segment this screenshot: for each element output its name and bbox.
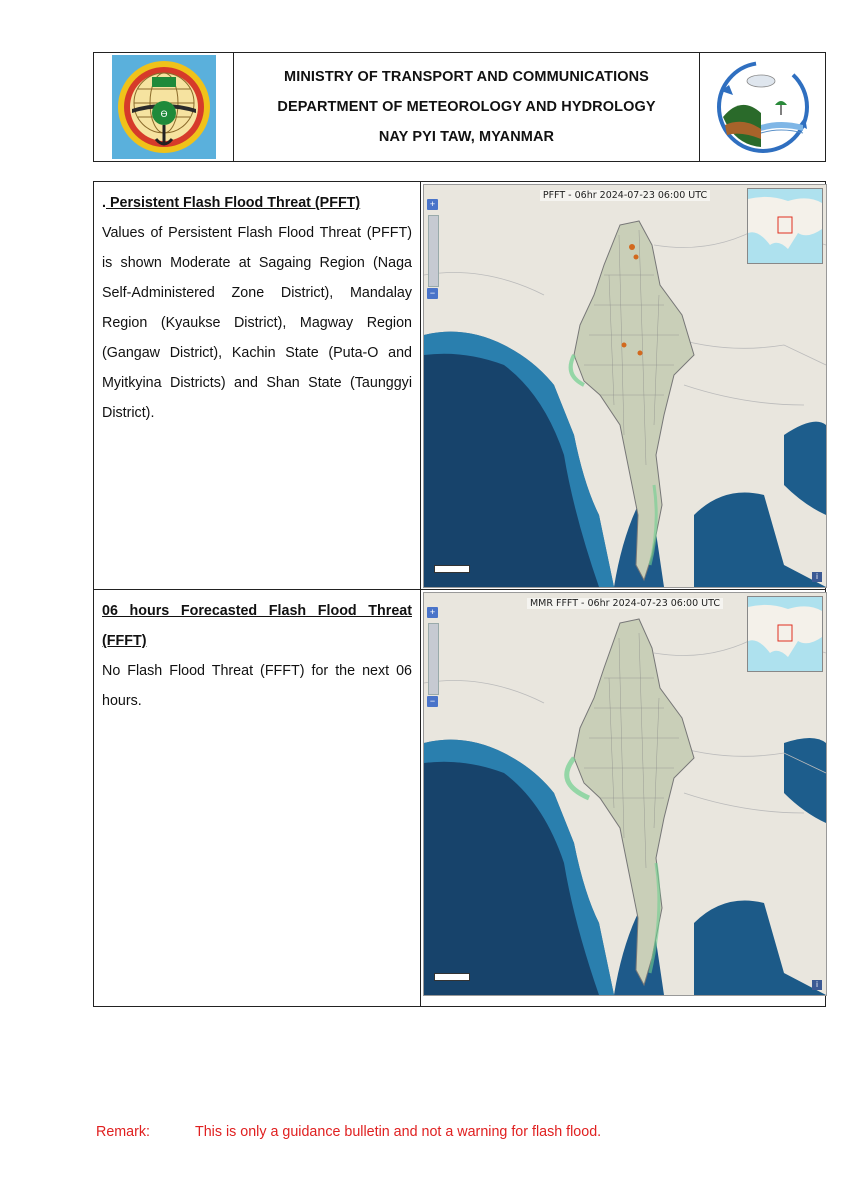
ffft-overview-graphic bbox=[748, 597, 822, 671]
pfft-title-text: Persistent Flash Flood Threat (PFFT) bbox=[105, 195, 361, 211]
ministry-logo-cell bbox=[94, 53, 234, 161]
ffft-row bbox=[94, 590, 825, 1006]
ffft-map[interactable] bbox=[423, 592, 827, 996]
hydrology-cycle-logo-icon bbox=[711, 55, 815, 159]
ffft-scale-bar bbox=[434, 973, 470, 981]
location-name: NAY PYI TAW, MYANMAR bbox=[378, 129, 555, 145]
pfft-zoom-slider[interactable] bbox=[428, 215, 439, 287]
bulletin-header bbox=[93, 52, 826, 162]
pfft-map-caption: PFFT - 06hr 2024-07-23 06:00 UTC bbox=[540, 190, 710, 201]
pfft-overview-graphic bbox=[748, 189, 822, 263]
ffft-overview-map[interactable] bbox=[747, 596, 823, 672]
pfft-row bbox=[94, 182, 825, 590]
ffft-map-caption: MMR FFFT - 06hr 2024-07-23 06:00 UTC bbox=[527, 598, 723, 609]
ffft-description: No Flash Flood Threat (FFFT) for the next 06 hours. bbox=[102, 663, 412, 709]
department-name: DEPARTMENT OF METEOROLOGY AND HYDROLOGY bbox=[277, 99, 656, 115]
ffft-text-cell bbox=[94, 590, 421, 1006]
pfft-description: Values of Persistent Flash Flood Threat (PFFT) is shown Moderate at Sagaing Region (Naga Self-Administered Zone District), Mandalay Region (Kyaukse District), Magway Region (Gangaw District), Kachin State (Puta-O and Myitkyina Districts) and Shan State (Taunggyi District). bbox=[102, 225, 412, 421]
pfft-map[interactable] bbox=[423, 184, 827, 588]
bulletin-table bbox=[93, 181, 826, 1007]
pfft-info-button[interactable]: i bbox=[812, 572, 822, 582]
svg-text:ϴ: ϴ bbox=[159, 110, 168, 120]
pfft-title-prefix: . bbox=[102, 195, 106, 211]
ffft-zoom-in-button[interactable]: + bbox=[427, 607, 438, 618]
hydrology-logo-cell bbox=[700, 53, 825, 161]
pfft-zoom-out-button[interactable]: − bbox=[427, 288, 438, 299]
remark-text: This is only a guidance bulletin and not a warning for flash flood. bbox=[195, 1124, 602, 1140]
pfft-zoom-in-button[interactable]: + bbox=[427, 199, 438, 210]
ffft-zoom-slider[interactable] bbox=[428, 623, 439, 695]
remark-label: Remark: bbox=[96, 1124, 151, 1140]
pfft-title bbox=[102, 188, 412, 218]
pfft-map-cell bbox=[421, 182, 825, 589]
ffft-map-cell bbox=[421, 590, 825, 1006]
ministry-name: MINISTRY OF TRANSPORT AND COMMUNICATIONS bbox=[284, 69, 649, 85]
pfft-text-cell bbox=[94, 182, 421, 589]
remark-line bbox=[96, 1124, 601, 1140]
pfft-overview-map[interactable] bbox=[747, 188, 823, 264]
ffft-title: 06 hours Forecasted Flash Flood Threat (FFFT) bbox=[102, 603, 412, 649]
pfft-scale-bar bbox=[434, 565, 470, 573]
header-title-cell bbox=[234, 53, 700, 161]
ffft-zoom-out-button[interactable]: − bbox=[427, 696, 438, 707]
ministry-logo-icon bbox=[112, 55, 216, 159]
ffft-info-button[interactable]: i bbox=[812, 980, 822, 990]
